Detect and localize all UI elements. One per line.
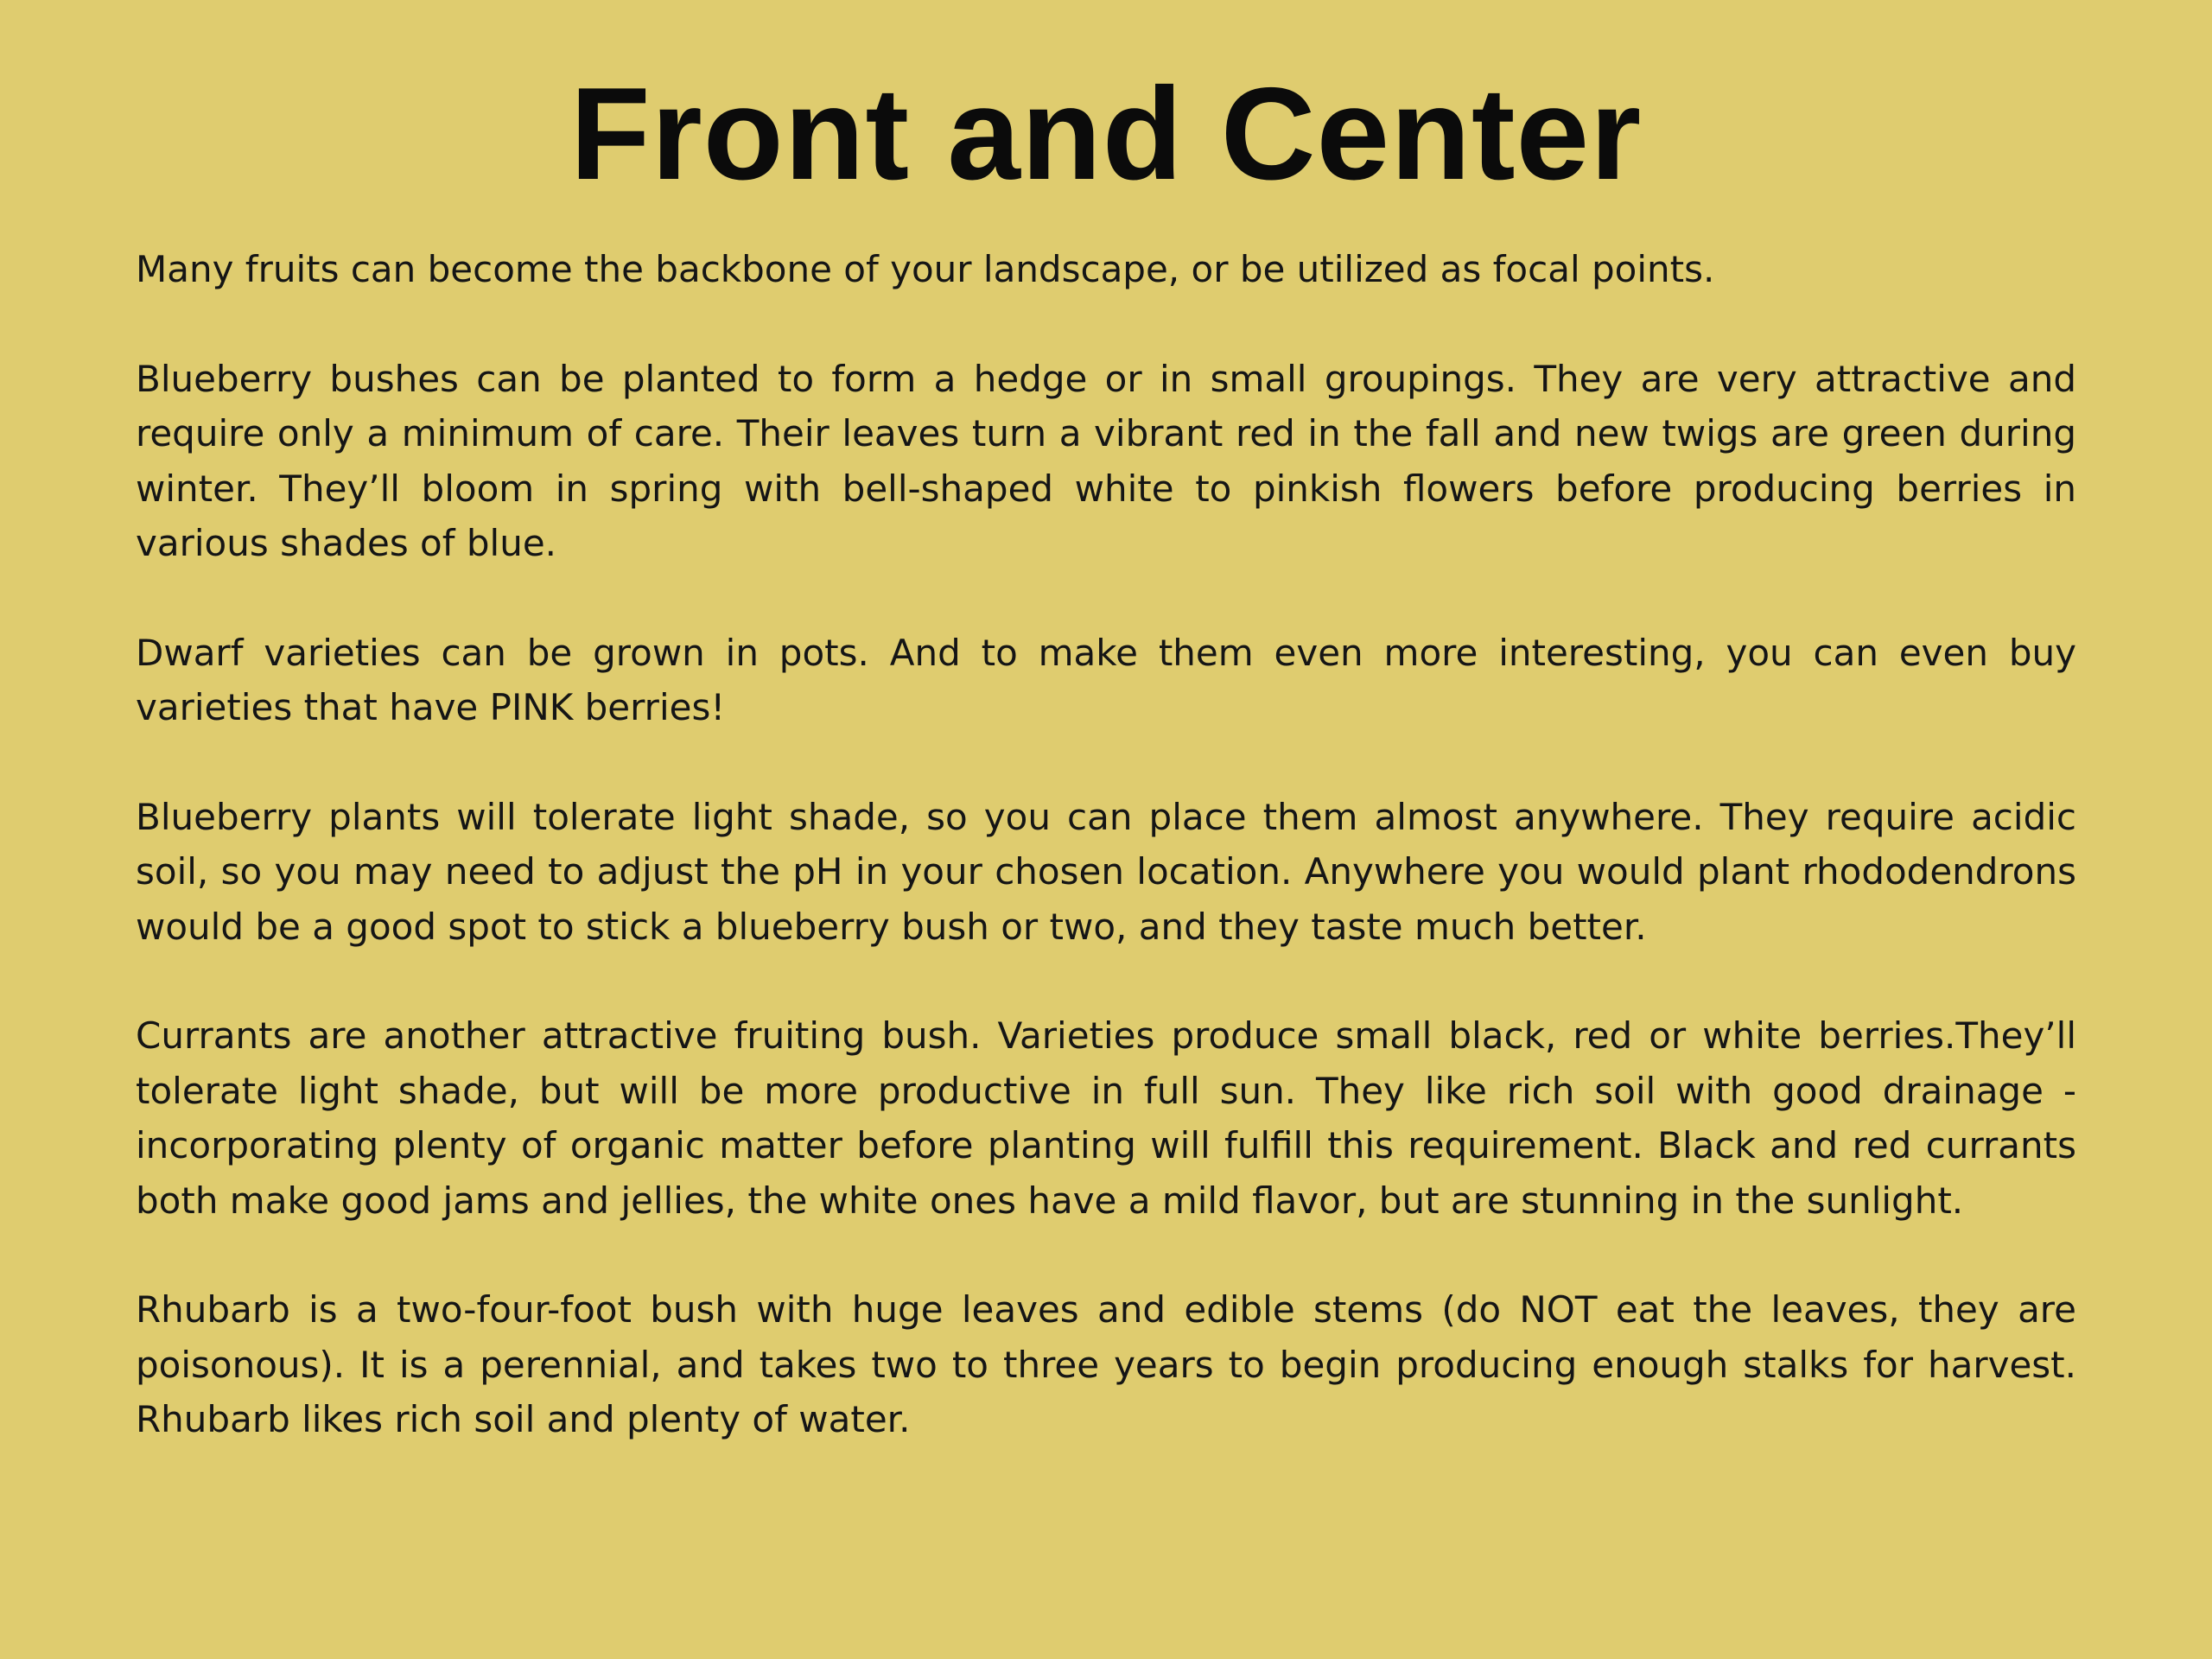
paragraph-dwarf-varieties: Dwarf varieties can be grown in pots. And to make them even more interesting, you can even buy varieties that have PINK berries! <box>136 631 2076 728</box>
paragraph-blueberry-bushes: Blueberry bushes can be planted to form a hedge or in small groupings. They are very attractive and require only a minimum of care. Their leaves turn a vibrant red in the fall and new twigs are green during winter. They’ll bloom in spring with bell-shaped white to pinkish flowers before producing berries in various shades of blue. <box>136 357 2076 564</box>
document-body <box>136 242 2076 1502</box>
paragraph-rhubarb: Rhubarb is a two-four-foot bush with huge leaves and edible stems (do NOT eat the leaves, they are poisonous). It is a perennial, and takes two to three years to begin producing enough stalks for harvest. Rhubarb likes rich soil and plenty of water. <box>136 1288 2076 1440</box>
paragraph-intro: Many fruits can become the backbone of your landscape, or be utilized as focal points. <box>136 248 1715 290</box>
page-title: Front and Center <box>569 60 1643 207</box>
paragraph-blueberry-shade: Blueberry plants will tolerate light shade, so you can place them almost anywhere. They require acidic soil, so you may need to adjust the pH in your chosen location. Anywhere you would plant rhododendrons would be a good spot to stick a blueberry bush or two, and they taste much better. <box>136 795 2076 948</box>
paragraph-currants: Currants are another attractive fruiting bush. Varieties produce small black, red or white berries.They’ll tolerate light shade, but will be more productive in full sun. They like rich soil with good drainage - incorporating plenty of organic matter before planting will fulfill this requirement. Black and red currants both make good jams and jellies, the white ones have a mild flavor, but are stunning in the sunlight. <box>136 1014 2076 1222</box>
